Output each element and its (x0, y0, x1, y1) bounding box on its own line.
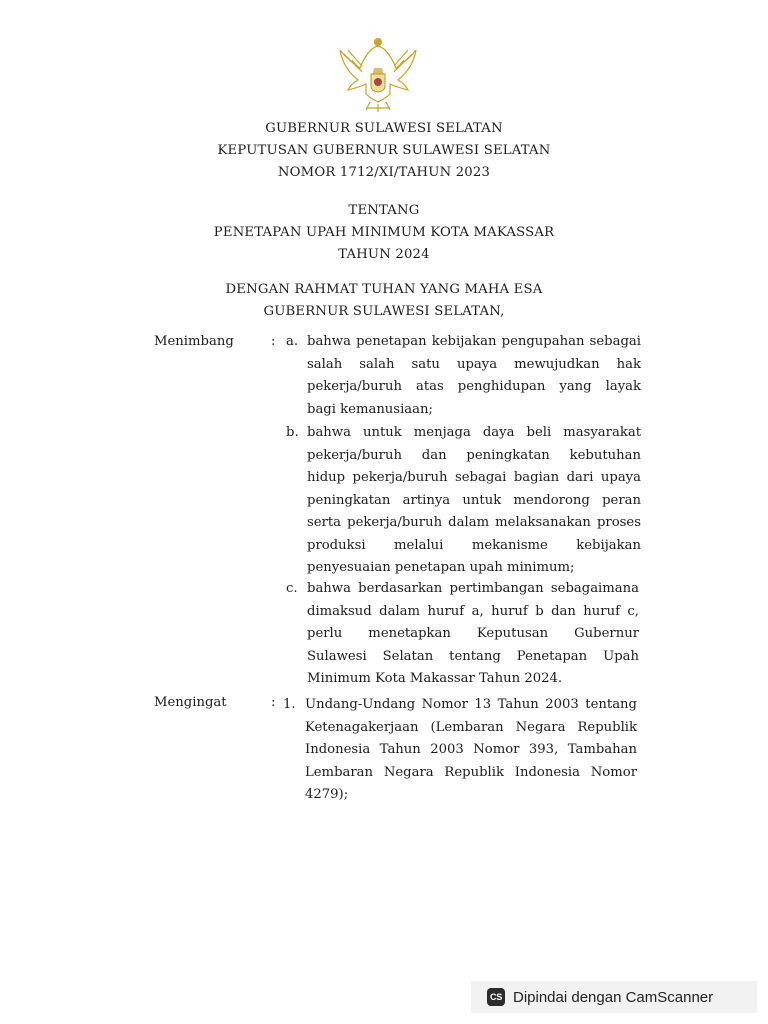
mengingat-item-1 (305, 694, 637, 807)
menimbang-label: Menimbang (154, 334, 234, 349)
text-line: dimaksud dalam huruf a, huruf b dan huruf c, (307, 603, 639, 619)
camscanner-logo-icon: CS (487, 988, 505, 1006)
mengingat-colon: : (271, 695, 276, 710)
watermark-text: Dipindai dengan CamScanner (513, 988, 714, 1006)
menimbang-item-a (307, 331, 641, 421)
item-marker: a. (286, 334, 299, 349)
mengingat-label: Mengingat (154, 695, 227, 710)
text-line: Undang-Undang Nomor 13 Tahun 2003 tentang (305, 697, 637, 712)
text-line: Sulawesi Selatan tentang Penetapan Upah (307, 648, 639, 664)
menimbang-item-b (307, 422, 641, 580)
camscanner-watermark (471, 981, 757, 1013)
text-line: Ketenagakerjaan (Lembaran Negara Republik (305, 719, 637, 735)
subject-heading: TENTANG (348, 203, 420, 218)
garuda-emblem-icon (330, 28, 426, 114)
preamble-block (0, 279, 768, 323)
text-line: Minimum Kota Makassar Tahun 2024. (307, 671, 563, 686)
text-line: pekerja/buruh dan peningkatan kebutuhan (307, 447, 641, 463)
decree-number: NOMOR 1712/XI/TAHUN 2023 (277, 165, 491, 180)
text-line: Lembaran Negara Republik Indonesia Nomor (305, 764, 637, 780)
text-line: hidup pekerja/buruh sebagai bagian dari upaya (307, 470, 641, 485)
text-line: perlu menetapkan Keputusan Gubernur (307, 626, 639, 641)
text-line: penyesuaian penetapan upah minimum; (307, 560, 575, 575)
menimbang-colon: : (271, 334, 276, 349)
subject-block (0, 200, 768, 266)
text-line: salah salah satu upaya mewujudkan hak (307, 356, 641, 372)
preamble-line-1: DENGAN RAHMAT TUHAN YANG MAHA ESA (225, 282, 543, 297)
menimbang-item-c (307, 578, 639, 691)
subject-title: PENETAPAN UPAH MINIMUM KOTA MAKASSAR (213, 225, 555, 240)
item-marker: c. (286, 581, 298, 596)
text-line: bahwa untuk menjaga daya beli masyarakat (307, 425, 641, 440)
item-marker: 1. (283, 697, 296, 712)
text-line: bahwa berdasarkan pertimbangan sebagaimana (307, 581, 639, 596)
decree-title: KEPUTUSAN GUBERNUR SULAWESI SELATAN (217, 143, 551, 158)
text-line: bagi kemanusiaan; (307, 401, 433, 417)
issuer-title: GUBERNUR SULAWESI SELATAN (265, 121, 503, 136)
item-marker: b. (286, 425, 299, 440)
text-line: 4279); (305, 787, 349, 802)
text-line: produksi melalui mekanisme kebijakan (307, 537, 641, 553)
text-line: peningkatan artinya untuk mendorong peran (307, 492, 641, 508)
preamble-line-2: GUBERNUR SULAWESI SELATAN, (263, 304, 505, 319)
document-header (0, 118, 768, 184)
text-line: serta pekerja/buruh dalam melaksanakan proses (307, 515, 641, 530)
text-line: Indonesia Tahun 2003 Nomor 393, Tambahan (305, 742, 637, 757)
text-line: pekerja/buruh atas penghidupan yang layak (307, 379, 641, 394)
text-line: bahwa penetapan kebijakan pengupahan sebagai (307, 334, 641, 349)
subject-year: TAHUN 2024 (338, 247, 430, 262)
